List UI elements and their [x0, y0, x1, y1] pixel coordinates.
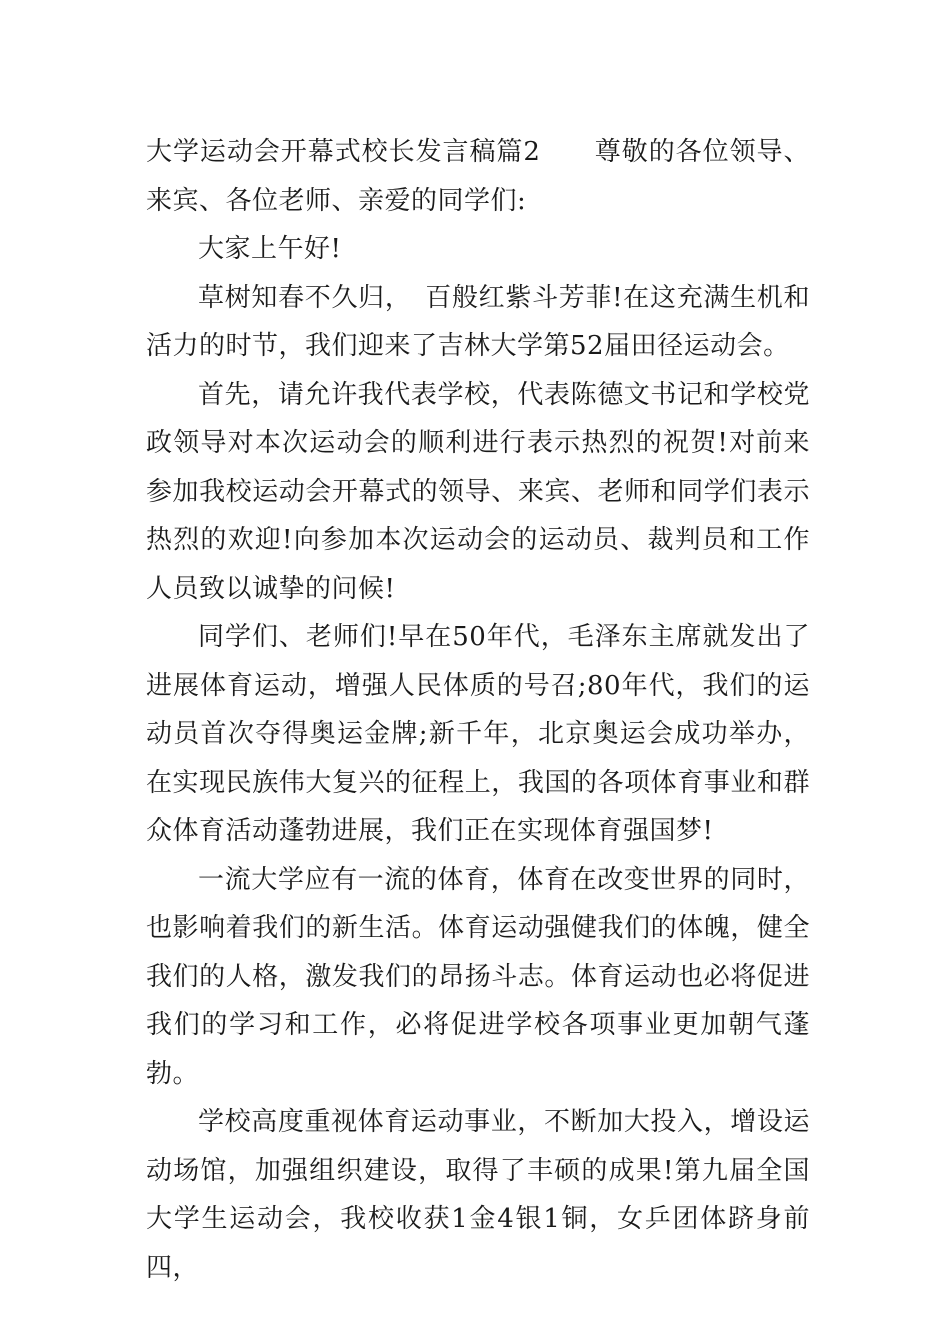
- paragraph-title-salutation: 大学运动会开幕式校长发言稿篇2 尊敬的各位领导、来宾、各位老师、亲爱的同学们:: [146, 137, 810, 216]
- paragraph-greeting: 大家上午好!: [198, 234, 342, 264]
- paragraph-achievements: 学校高度重视体育运动事业，不断加大投入，增设运动场馆，加强组织建设，取得了丰硕的成果!第九届全国大学生运动会，我校收获1金4银1铜，女乒团体跻身前四，: [146, 1107, 810, 1283]
- paragraph-season: 草树知春不久归， 百般红紫斗芳菲!在这充满生机和活力的时节，我们迎来了吉林大学第52届田径运动会。: [146, 282, 810, 361]
- paragraph-welcome: 首先，请允许我代表学校，代表陈德文书记和学校党政领导对本次运动会的顺利进行表示热烈的祝贺!对前来参加我校运动会开幕式的领导、来宾、老师和同学们表示热烈的欢迎!向参加本次运动会的运动员、裁判员和工作人员致以诚挚的问候!: [146, 379, 810, 604]
- paragraph-sports-value: 一流大学应有一流的体育，体育在改变世界的同时，也影响着我们的新生活。体育运动强健我们的体魄，健全我们的人格，激发我们的昂扬斗志。体育运动也必将促进我们的学习和工作，必将促进学校各项事业更加朝气蓬勃。: [146, 864, 810, 1089]
- paragraph-history: 同学们、老师们!早在50年代，毛泽东主席就发出了进展体育运动，增强人民体质的号召;80年代，我们的运动员首次夺得奥运金牌;新千年，北京奥运会成功举办，在实现民族伟大复兴的征程上，我国的各项体育事业和群众体育活动蓬勃进展，我们正在实现体育强国梦!: [146, 622, 810, 846]
- document-body: [146, 128, 810, 1292]
